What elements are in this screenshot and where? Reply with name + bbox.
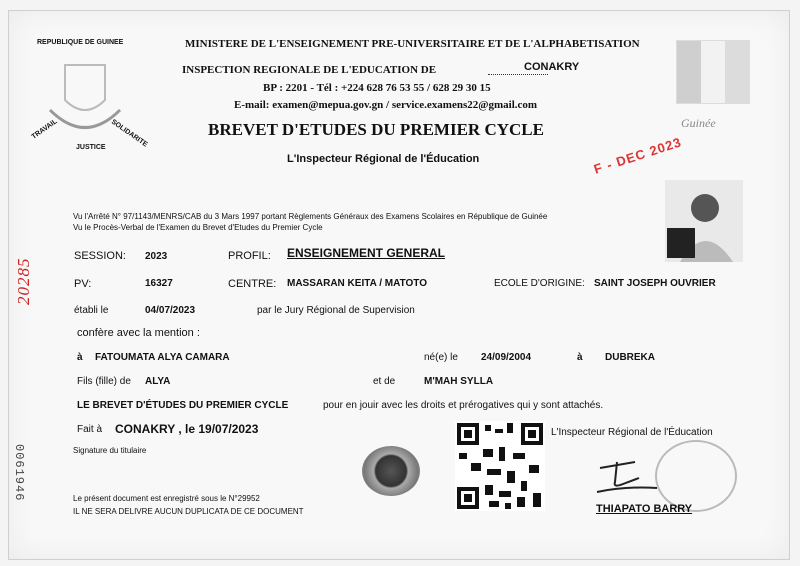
arms-label-justice: JUSTICE: [76, 144, 106, 151]
diploma-name: LE BREVET D'ÉTUDES DU PREMIER CYCLE: [77, 400, 289, 411]
serial-number: 0061946: [12, 444, 26, 502]
inspection-title: INSPECTION REGIONALE DE L'EDUCATION DE: [182, 64, 437, 76]
session-label: SESSION:: [74, 250, 126, 262]
pv-value: 16327: [145, 278, 173, 289]
confere-text: confère avec la mention :: [77, 327, 200, 339]
centre-label: CENTRE:: [228, 278, 277, 290]
country-label: REPUBLIQUE DE GUINEE: [37, 39, 124, 46]
verification-qr-code: [455, 421, 545, 511]
bp-phone: BP : 2201 - Tél : +224 628 76 53 55 / 628 29 30 15: [263, 82, 491, 94]
ecole-value: SAINT JOSEPH OUVRIER: [594, 278, 716, 289]
father-name: ALYA: [145, 376, 171, 387]
holder-photo: [665, 180, 743, 262]
handwritten-number: 20285: [14, 257, 33, 305]
legal-ref-2: Vu le Procès-Verbal de l'Examen du Brevet d'Etudes du Premier Cycle: [73, 223, 323, 232]
birth-place: DUBREKA: [605, 352, 655, 363]
guinea-flag: [676, 40, 750, 104]
arms-label-travail: TRAVAIL: [30, 118, 59, 141]
arms-label-solidarite: SOLIDARITE: [109, 118, 149, 149]
fait-place-date: CONAKRY , le 19/07/2023: [115, 422, 259, 436]
profil-label: PROFIL:: [228, 250, 271, 262]
inspector-title: L'Inspecteur Régional de l'Éducation: [551, 427, 713, 438]
embossed-seal: [362, 446, 420, 496]
no-duplicate-note: IL NE SERA DELIVRE AUCUN DUPLICATA DE CE DOCUMENT: [73, 507, 304, 516]
inspector-stamp: [655, 440, 737, 512]
guinee-logo-text: Guinée: [681, 116, 716, 130]
session-value: 2023: [145, 251, 168, 262]
jury-text: par le Jury Régional de Supervision: [257, 305, 415, 316]
holder-name: FATOUMATA ALYA CAMARA: [95, 352, 230, 363]
legal-ref-1: Vu l'Arrêté N° 97/1143/MENRS/CAB du 3 Mars 1997 portant Règlements Généraux des Examens Scolaires en République de Guinée: [73, 212, 548, 221]
inspection-dotted-line: [488, 74, 548, 75]
email-line: E-mail: examen@mepua.gov.gn / service.examens22@gmail.com: [234, 99, 538, 111]
date-stamp: F - DEC 2023: [591, 134, 684, 177]
mother-label: et de: [373, 376, 396, 387]
document-title: BREVET D'ETUDES DU PREMIER CYCLE: [208, 120, 544, 139]
document-subtitle: L'Inspecteur Régional de l'Éducation: [287, 153, 480, 165]
etabli-label: établi le: [74, 305, 109, 316]
inspection-city: CONAKRY: [524, 61, 580, 73]
mother-name: M'MAH SYLLA: [424, 376, 494, 387]
pv-label: PV:: [74, 278, 92, 290]
name-prefix: à: [77, 352, 83, 363]
photo-qr-code: [667, 228, 695, 258]
registration-note: Le présent document est enregistré sous le N°29952: [73, 494, 260, 503]
rights-text: pour en jouir avec les droits et prérogatives qui y sont attachés.: [323, 400, 604, 411]
ecole-label: ECOLE D'ORIGINE:: [494, 278, 585, 289]
parents-label: Fils (fille) de: [77, 376, 131, 387]
profil-value: ENSEIGNEMENT GENERAL: [287, 246, 446, 260]
ministry-title: MINISTERE DE L'ENSEIGNEMENT PRE-UNIVERSITAIRE ET DE L'ALPHABETISATION: [185, 38, 640, 50]
coat-of-arms-icon: [40, 60, 130, 150]
centre-value: MASSARAN KEITA / MATOTO: [287, 278, 427, 289]
etabli-value: 04/07/2023: [145, 305, 196, 316]
birth-date: 24/09/2004: [481, 352, 532, 363]
birth-place-prefix: à: [577, 352, 583, 363]
signature-titulaire-label: Signature du titulaire: [73, 446, 147, 455]
birth-date-label: né(e) le: [424, 352, 458, 363]
signatory-name: THIAPATO BARRY: [596, 503, 693, 515]
fait-label: Fait à: [77, 424, 103, 435]
